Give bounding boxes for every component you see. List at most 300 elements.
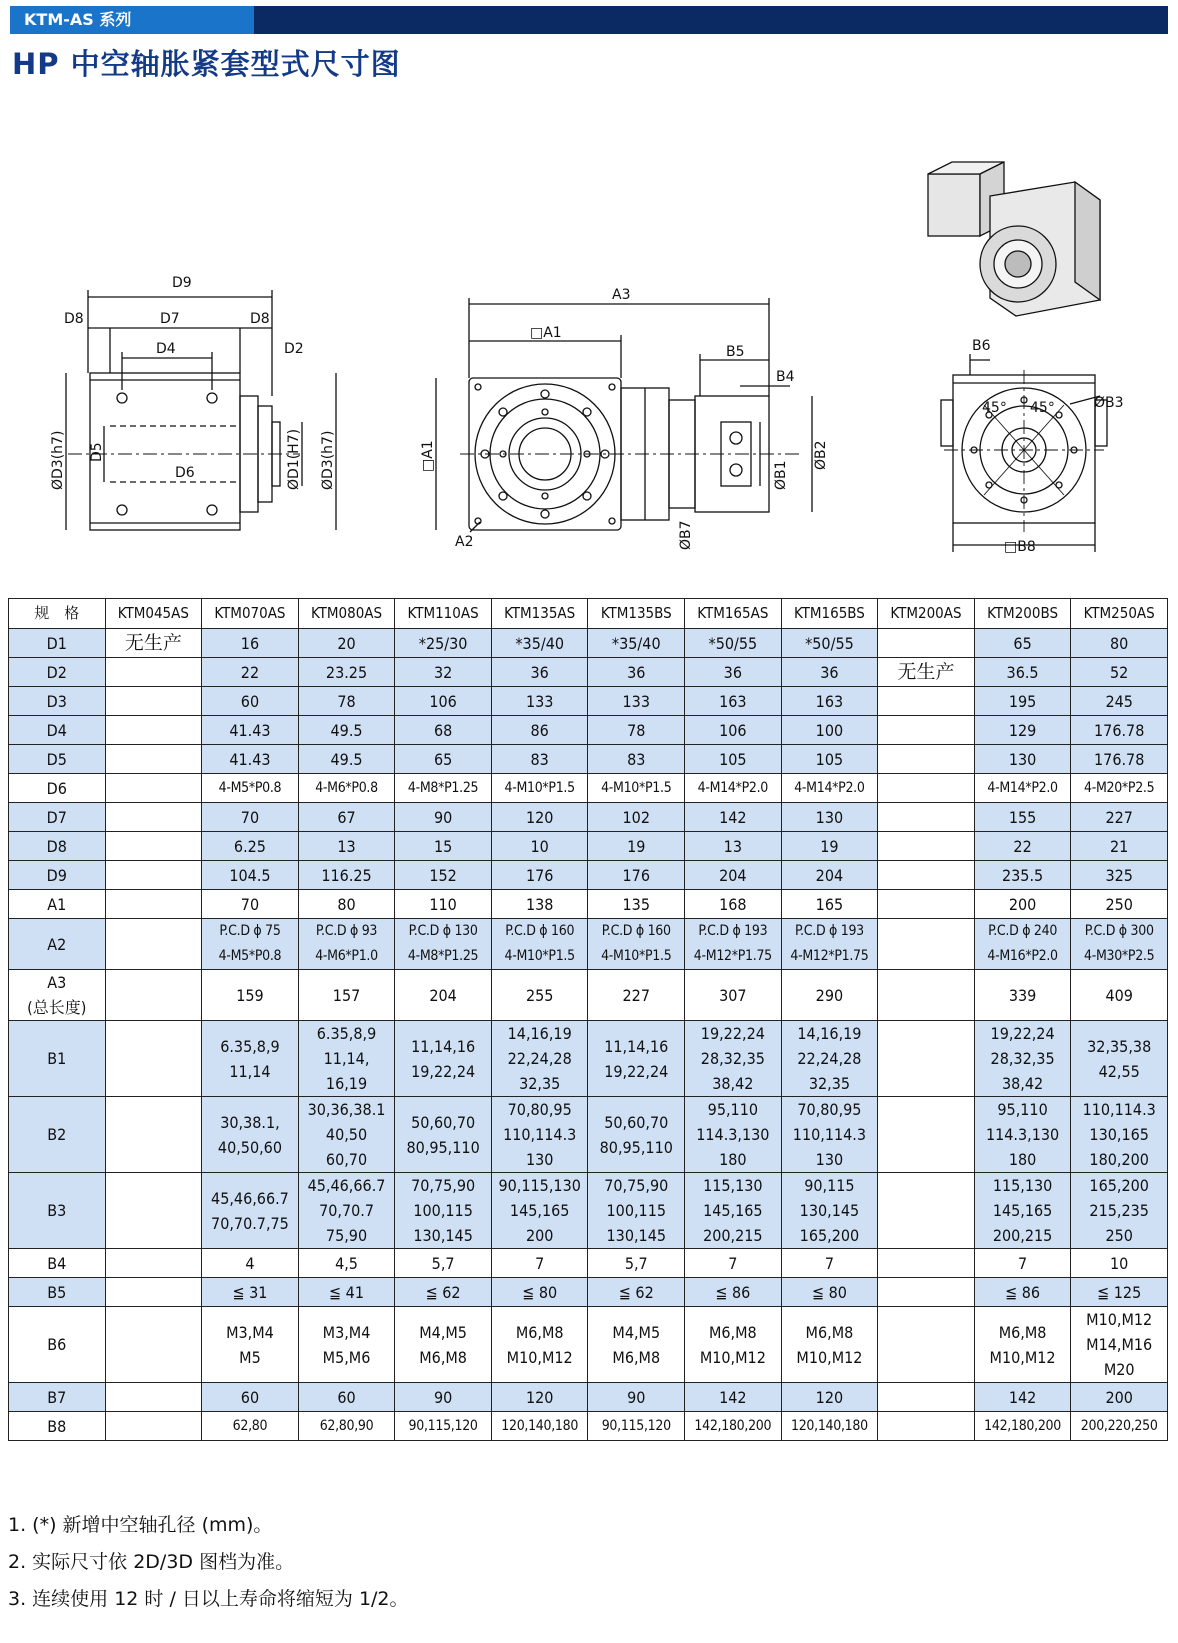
empty-cell-ktm200as	[878, 1021, 975, 1097]
table-cell: 70	[202, 890, 299, 919]
row-label: D2	[9, 658, 106, 687]
table-cell: 6.25	[202, 832, 299, 861]
table-cell: 4-M6*P0.8	[298, 774, 395, 803]
label-D3-right: ØD3(h7)	[320, 430, 336, 490]
table-cell: 200,220,250	[1071, 1412, 1168, 1441]
empty-cell-ktm045as	[105, 861, 202, 890]
table-cell	[298, 919, 395, 970]
table-cell: 19	[781, 832, 878, 861]
cell-line: 4-M6*P1.0	[315, 948, 378, 964]
cell-line: 180,200	[1089, 1150, 1149, 1169]
table-cell: 32	[395, 658, 492, 687]
empty-cell-ktm200as	[878, 861, 975, 890]
table-cell: 4-M10*P1.5	[588, 774, 685, 803]
table-cell	[395, 1021, 492, 1097]
table-cell: 36	[491, 658, 588, 687]
cell-line: 45,46,66.7	[307, 1176, 386, 1195]
cell-line: 4-M16*P2.0	[987, 948, 1058, 964]
not-produced-ktm200as: 无生产	[878, 658, 975, 687]
table-cell: 4-M10*P1.5	[491, 774, 588, 803]
table-cell	[781, 1173, 878, 1249]
cell-line: 70,70.7	[319, 1201, 374, 1220]
table-cell	[395, 1097, 492, 1173]
table-cell	[974, 1021, 1071, 1097]
cell-line: 6.35,8,9	[220, 1036, 280, 1056]
footnotes	[8, 1507, 409, 1618]
table-cell: 4	[202, 1249, 299, 1278]
cell-line: 114.3,130	[696, 1125, 770, 1144]
table-cell: 4-M14*P2.0	[974, 774, 1071, 803]
cell-line: P.C.D ϕ 193	[698, 923, 768, 939]
table-cell: 195	[974, 687, 1071, 716]
table-cell: 90	[395, 1383, 492, 1412]
row-label: B4	[9, 1249, 106, 1278]
empty-cell-ktm045as	[105, 890, 202, 919]
cell-line: 38,42	[712, 1074, 754, 1093]
cell-line: 4-M10*P1.5	[504, 948, 575, 964]
label-D7: D7	[160, 311, 180, 327]
table-cell: 36	[781, 658, 878, 687]
cell-line: 80,95,110	[406, 1137, 480, 1157]
table-cell: 7	[685, 1249, 782, 1278]
table-cell	[588, 919, 685, 970]
table-row	[9, 890, 1168, 919]
cell-line: M6,M8	[708, 1322, 757, 1342]
table-cell: 83	[491, 745, 588, 774]
table-cell	[395, 1307, 492, 1383]
drawing-canvas	[0, 160, 1178, 580]
table-cell: 5,7	[588, 1249, 685, 1278]
table-cell: 120	[491, 1383, 588, 1412]
cell-line: 19,22,24	[411, 1061, 476, 1081]
table-cell: 325	[1071, 861, 1168, 890]
empty-cell-ktm200as	[878, 1307, 975, 1383]
cell-line: M4,M5	[612, 1322, 661, 1342]
table-cell: 120,140,180	[491, 1412, 588, 1441]
table-cell: 120	[491, 803, 588, 832]
cell-line: 40,50,60	[217, 1137, 282, 1157]
label-angle-2: 45°	[1030, 400, 1055, 416]
cell-line: 32,35	[808, 1074, 851, 1093]
cell-line: 95,110	[707, 1100, 759, 1119]
header-model: KTM135BS	[588, 599, 685, 629]
table-cell	[781, 919, 878, 970]
cell-line: 145,165	[703, 1201, 763, 1220]
label-D6: D6	[175, 465, 195, 481]
row-label: D6	[9, 774, 106, 803]
row-label: B6	[9, 1307, 106, 1383]
cell-line: M6,M8	[998, 1322, 1047, 1342]
cell-line: M10,M12	[796, 1347, 863, 1367]
label-A1-side: □A1	[420, 440, 436, 472]
table-cell	[395, 919, 492, 970]
cell-line: 110,114.3	[1082, 1100, 1156, 1119]
empty-cell-ktm045as	[105, 687, 202, 716]
reducer-output-view	[941, 354, 1107, 552]
table-cell: 78	[588, 716, 685, 745]
table-cell: 80	[1071, 629, 1168, 658]
cell-line: 80,95,110	[599, 1137, 673, 1157]
row-label: B7	[9, 1383, 106, 1412]
table-cell: 90,115,120	[395, 1412, 492, 1441]
table-cell: 36.5	[974, 658, 1071, 687]
cell-line: 70,80,95	[507, 1100, 572, 1119]
cell-line: 22,24,28	[797, 1049, 862, 1068]
table-cell: 133	[491, 687, 588, 716]
table-cell: 49.5	[298, 716, 395, 745]
table-cell: 60	[202, 1383, 299, 1412]
table-cell: 4-M14*P2.0	[685, 774, 782, 803]
table-row	[9, 745, 1168, 774]
table-cell: 176	[491, 861, 588, 890]
cell-line: 4-M12*P1.75	[790, 948, 869, 964]
table-row	[9, 1021, 1168, 1097]
table-cell: 16	[202, 629, 299, 658]
empty-cell-ktm200as	[878, 774, 975, 803]
row-label: D7	[9, 803, 106, 832]
table-cell: 86	[491, 716, 588, 745]
cell-line: M6,M8	[612, 1347, 661, 1367]
table-cell: 36	[588, 658, 685, 687]
table-cell: 60	[298, 1383, 395, 1412]
label-D3-left: ØD3(h7)	[50, 430, 66, 490]
cell-line: 145,165	[509, 1201, 570, 1220]
label-B8: □B8	[1004, 539, 1036, 555]
table-cell: 104.5	[202, 861, 299, 890]
table-cell	[588, 1307, 685, 1383]
label-B6: B6	[972, 338, 991, 354]
cell-line: P.C.D ϕ 160	[601, 923, 671, 939]
empty-cell-ktm200as	[878, 890, 975, 919]
empty-cell-ktm200as	[878, 629, 975, 658]
table-cell: 135	[588, 890, 685, 919]
table-cell	[491, 1307, 588, 1383]
cell-line: 75,90	[325, 1226, 368, 1245]
row-label: A2	[9, 919, 106, 970]
cell-line: P.C.D ϕ 240	[988, 923, 1058, 939]
cell-line: 4-M30*P2.5	[1083, 948, 1155, 964]
table-cell: 7	[491, 1249, 588, 1278]
table-cell: 70	[202, 803, 299, 832]
table-cell: 250	[1071, 890, 1168, 919]
cell-line: 70,80,95	[797, 1100, 862, 1119]
table-cell: 176	[588, 861, 685, 890]
not-produced-ktm045as: 无生产	[105, 629, 202, 658]
table-cell: 133	[588, 687, 685, 716]
empty-cell-ktm045as	[105, 1412, 202, 1441]
table-cell	[974, 919, 1071, 970]
table-cell: 62,80	[202, 1412, 299, 1441]
table-cell	[491, 919, 588, 970]
table-cell: 142,180,200	[685, 1412, 782, 1441]
table-cell: 105	[685, 745, 782, 774]
table-row	[9, 1412, 1168, 1441]
table-cell: 90,115,120	[588, 1412, 685, 1441]
label-D8-right: D8	[250, 311, 270, 327]
table-cell: 235.5	[974, 861, 1071, 890]
table-cell: 200	[1071, 1383, 1168, 1412]
table-cell: 62,80,90	[298, 1412, 395, 1441]
table-cell: 4,5	[298, 1249, 395, 1278]
cell-line: 45,46,66.7	[211, 1188, 289, 1208]
table-cell: ≦ 62	[588, 1278, 685, 1307]
label-D1: ØD1(H7)	[286, 428, 302, 490]
cell-line: P.C.D ϕ 160	[505, 923, 575, 939]
reducer-front-view	[436, 298, 812, 532]
table-cell: 83	[588, 745, 685, 774]
series-header-bar	[0, 6, 1168, 34]
table-cell: 142	[685, 1383, 782, 1412]
table-row	[9, 629, 1168, 658]
header-model: KTM045AS	[105, 599, 202, 629]
cell-line: 50,60,70	[604, 1112, 669, 1132]
table-cell: 339	[974, 970, 1071, 1021]
empty-cell-ktm045as	[105, 1173, 202, 1249]
table-cell: 49.5	[298, 745, 395, 774]
row-label: D9	[9, 861, 106, 890]
table-cell: 409	[1071, 970, 1168, 1021]
table-cell: 176.78	[1071, 716, 1168, 745]
table-row	[9, 919, 1168, 970]
table-cell: 163	[685, 687, 782, 716]
table-row	[9, 1249, 1168, 1278]
label-D9: D9	[172, 275, 192, 291]
cell-line: 130,145	[413, 1226, 473, 1245]
table-cell: ≦ 62	[395, 1278, 492, 1307]
empty-cell-ktm045as	[105, 919, 202, 970]
cell-line: 14,16,19	[507, 1024, 572, 1043]
cell-line: 4-M8*P1.25	[407, 948, 479, 964]
cell-line: M10,M12	[989, 1347, 1056, 1367]
table-row	[9, 658, 1168, 687]
row-label: B2	[9, 1097, 106, 1173]
cell-line: M4,M5	[419, 1322, 467, 1342]
label-B1: ØB1	[773, 460, 789, 490]
table-cell: 155	[974, 803, 1071, 832]
empty-cell-ktm200as	[878, 1278, 975, 1307]
table-cell	[1071, 1307, 1168, 1383]
cell-line: 145,165	[992, 1201, 1053, 1220]
cell-line: 28,32,35	[990, 1049, 1055, 1068]
label-A3: A3	[612, 287, 631, 303]
cell-line: 70,75,90	[411, 1176, 476, 1195]
empty-cell-ktm200as	[878, 832, 975, 861]
table-cell: *35/40	[588, 629, 685, 658]
table-cell	[781, 1097, 878, 1173]
table-cell: 5,7	[395, 1249, 492, 1278]
cell-line: 30,38.1,	[220, 1112, 280, 1132]
cell-line: 6.35,8,9	[316, 1024, 377, 1043]
table-cell: 102	[588, 803, 685, 832]
table-row	[9, 970, 1168, 1021]
table-cell	[974, 1097, 1071, 1173]
cell-line: P.C.D ϕ 193	[794, 923, 864, 939]
empty-cell-ktm200as	[878, 919, 975, 970]
label-B4: B4	[776, 369, 795, 385]
empty-cell-ktm045as	[105, 803, 202, 832]
table-cell	[202, 1021, 299, 1097]
table-cell	[974, 1173, 1071, 1249]
cell-line: 215,235	[1089, 1201, 1149, 1220]
table-row	[9, 687, 1168, 716]
table-cell: 106	[685, 716, 782, 745]
table-cell	[202, 919, 299, 970]
empty-cell-ktm200as	[878, 716, 975, 745]
cell-line: 19,22,24	[604, 1061, 669, 1081]
empty-cell-ktm045as	[105, 970, 202, 1021]
table-cell: 152	[395, 861, 492, 890]
table-cell: 52	[1071, 658, 1168, 687]
table-header-row	[9, 599, 1168, 629]
table-cell: 41.43	[202, 716, 299, 745]
cell-line: 90,115,130	[498, 1176, 581, 1195]
table-cell: 20	[298, 629, 395, 658]
table-cell: ≦ 125	[1071, 1278, 1168, 1307]
table-cell: 227	[588, 970, 685, 1021]
cell-line: 115,130	[703, 1176, 763, 1195]
table-cell: 60	[202, 687, 299, 716]
cell-line: M5	[239, 1347, 261, 1367]
cell-line: 114.3,130	[985, 1125, 1060, 1144]
cell-line: 200	[525, 1226, 554, 1245]
table-cell: 120	[781, 1383, 878, 1412]
empty-cell-ktm045as	[105, 1097, 202, 1173]
table-cell: 204	[395, 970, 492, 1021]
row-label: D8	[9, 832, 106, 861]
cell-line: 16,19	[325, 1074, 368, 1093]
table-cell: 168	[685, 890, 782, 919]
cell-line: 200,215	[703, 1226, 763, 1245]
table-cell: 138	[491, 890, 588, 919]
table-cell: 23.25	[298, 658, 395, 687]
page-title: HP 中空轴胀紧套型式尺寸图	[12, 47, 401, 81]
cell-line: 180	[719, 1150, 747, 1169]
table-cell: 307	[685, 970, 782, 1021]
empty-cell-ktm200as	[878, 1249, 975, 1278]
table-cell	[202, 1173, 299, 1249]
table-cell: 90	[395, 803, 492, 832]
table-cell: 10	[1071, 1249, 1168, 1278]
footnote: 2. 实际尺寸依 2D/3D 图档为准。	[8, 1551, 295, 1573]
reducer-iso-illustration	[928, 162, 1100, 316]
table-cell	[202, 1307, 299, 1383]
header-model: KTM110AS	[395, 599, 492, 629]
header-model: KTM200AS	[878, 599, 975, 629]
header-model: KTM135AS	[491, 599, 588, 629]
label-B7: ØB7	[678, 520, 694, 550]
cell-line: 4-M12*P1.75	[693, 948, 772, 964]
table-cell: 157	[298, 970, 395, 1021]
cell-line: M6,M8	[805, 1322, 854, 1342]
table-cell	[1071, 1097, 1168, 1173]
empty-cell-ktm045as	[105, 1249, 202, 1278]
table-cell: *35/40	[491, 629, 588, 658]
cell-line: 130	[815, 1150, 844, 1169]
table-cell: 36	[685, 658, 782, 687]
cell-line: 60,70	[325, 1150, 368, 1169]
table-cell: 116.25	[298, 861, 395, 890]
cell-line: 4-M5*P0.8	[218, 948, 282, 964]
cell-line: 95,110	[997, 1100, 1048, 1119]
empty-cell-ktm200as	[878, 803, 975, 832]
table-cell	[588, 1173, 685, 1249]
label-A2: A2	[455, 534, 474, 550]
cell-line: 100,115	[413, 1201, 473, 1220]
empty-cell-ktm045as	[105, 1383, 202, 1412]
table-cell: 7	[974, 1249, 1071, 1278]
table-row	[9, 861, 1168, 890]
table-cell	[685, 1307, 782, 1383]
header-model: KTM080AS	[298, 599, 395, 629]
label-B5: B5	[726, 344, 745, 360]
label-D2: D2	[284, 341, 304, 357]
row-label: B8	[9, 1412, 106, 1441]
label-D4: D4	[156, 341, 176, 357]
empty-cell-ktm200as	[878, 745, 975, 774]
table-cell: 4-M14*P2.0	[781, 774, 878, 803]
cell-line: 11,14,16	[411, 1036, 476, 1056]
empty-cell-ktm045as	[105, 716, 202, 745]
table-cell	[685, 1021, 782, 1097]
cell-line: M3,M4	[322, 1322, 371, 1342]
table-cell: 130	[974, 745, 1071, 774]
empty-cell-ktm200as	[878, 970, 975, 1021]
table-cell: 165	[781, 890, 878, 919]
table-cell: *50/55	[781, 629, 878, 658]
label-D8-left: D8	[64, 311, 84, 327]
label-D5: D5	[89, 442, 105, 462]
drawing-text-labels	[50, 275, 1124, 555]
empty-cell-ktm045as	[105, 1021, 202, 1097]
cell-line: M6,M8	[419, 1347, 467, 1367]
empty-cell-ktm200as	[878, 1097, 975, 1173]
cell-line: M5,M6	[322, 1347, 371, 1367]
table-cell: 163	[781, 687, 878, 716]
table-cell	[298, 1307, 395, 1383]
footnote: 1. (*) 新增中空轴孔径 (mm)。	[8, 1514, 273, 1536]
table-row	[9, 1307, 1168, 1383]
table-cell: 67	[298, 803, 395, 832]
table-cell: 4-M5*P0.8	[202, 774, 299, 803]
cell-line: 115,130	[992, 1176, 1053, 1195]
table-cell	[202, 1097, 299, 1173]
table-row	[9, 1173, 1168, 1249]
table-cell	[588, 1021, 685, 1097]
cell-line: 110,114.3	[503, 1125, 577, 1144]
cell-line: 100,115	[606, 1201, 667, 1220]
cell-line: 28,32,35	[700, 1049, 765, 1068]
header-model: KTM165BS	[781, 599, 878, 629]
table-row	[9, 1383, 1168, 1412]
cell-line: 70,75,90	[604, 1176, 669, 1195]
table-cell: 22	[974, 832, 1071, 861]
table-row	[9, 716, 1168, 745]
cell-line: 32,35,38	[1087, 1036, 1152, 1056]
cell-line: 50,60,70	[411, 1112, 476, 1132]
empty-cell-ktm200as	[878, 1173, 975, 1249]
row-label-line: A3	[47, 973, 67, 992]
table-cell	[685, 919, 782, 970]
header-model: KTM250AS	[1071, 599, 1168, 629]
table-cell: 120,140,180	[781, 1412, 878, 1441]
table-row	[9, 1097, 1168, 1173]
empty-cell-ktm045as	[105, 1307, 202, 1383]
header-model: KTM070AS	[202, 599, 299, 629]
table-cell: 204	[781, 861, 878, 890]
cell-line: P.C.D ϕ 130	[408, 923, 478, 939]
table-cell: 227	[1071, 803, 1168, 832]
cell-line: 130,145	[799, 1201, 860, 1220]
